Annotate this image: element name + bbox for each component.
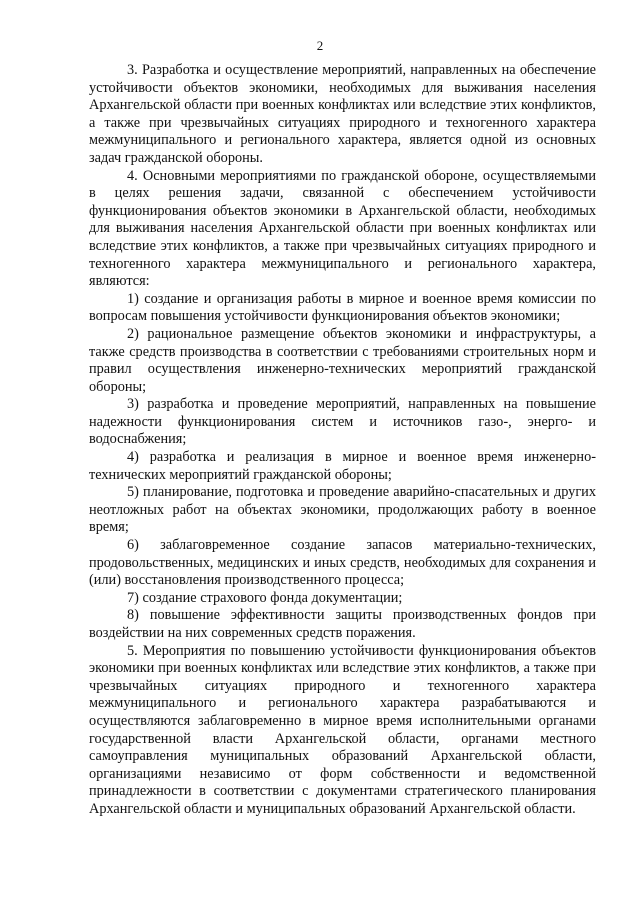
document-body xyxy=(89,62,596,819)
list-item-3: 3) разработка и проведение мероприятий, направленных на повышение надежности функционирования систем и источников газо-, энерго- и водоснабжения; xyxy=(89,396,596,448)
paragraph-3: 3. Разработка и осуществление мероприятий, направленных на обеспечение устойчивости объектов экономики, необходимых для выживания населения Архангельской области при военных конфликтах или вследствие этих конфликтов, а также при чрезвычайных ситуациях природного и техногенного характера межмуниципального и регионального характера, является одной из основных задач гражданской обороны. xyxy=(89,62,596,166)
paragraph-5: 5. Мероприятия по повышению устойчивости функционирования объектов экономики при военных конфликтах или вследствие этих конфликтов, а также при чрезвычайных ситуациях природного и техногенного характера межмуниципального и регионального характера разрабатываются и осуществляются заблаговременно в мирное время исполнительными органами государственной власти Архангельской области, органами местного самоуправления муниципальных образований Архангельской области, организациями независимо от форм собственности и ведомственной принадлежности в соответствии с документами стратегического планирования Архангельской области и муниципальных образований Архангельской области. xyxy=(89,642,596,817)
list-item-1: 1) создание и организация работы в мирное и военное время комиссии по вопросам повышения устойчивости функционирования объектов экономики; xyxy=(89,290,596,325)
paragraph-4: 4. Основными мероприятиями по гражданской обороне, осуществляемыми в целях решения задачи, связанной с обеспечением устойчивости функционирования объектов экономики в Архангельской области, необходимых для выживания населения Архангельской области при военных конфликтах или вследствие этих конфликтов, а также при чрезвычайных ситуациях природного и техногенного характера межмуниципального и регионального характера, являются: xyxy=(89,167,596,290)
list-item-7: 7) создание страхового фонда документации; xyxy=(127,589,403,606)
page-number: 2 xyxy=(316,38,324,53)
list-item-8: 8) повышение эффективности защиты производственных фондов при воздействии на них современных средств поражения. xyxy=(89,607,596,641)
list-item-2: 2) рациональное размещение объектов экономики и инфраструктуры, а также средств производства в соответствии с требованиями строительных норм и правил осуществления инженерно-технических мероприятий гражданской обороны; xyxy=(89,325,596,395)
list-item-6: 6) заблаговременное создание запасов материально-технических, продовольственных, медицинских и иных средств, необходимых для сохранения и (или) восстановления производственного процесса; xyxy=(89,537,596,589)
list-item-4: 4) разработка и реализация в мирное и военное время инженерно-технических мероприятий гражданской обороны; xyxy=(89,449,596,483)
list-item-5: 5) планирование, подготовка и проведение аварийно-спасательных и других неотложных работ на объектах экономики, продолжающих работу в военное время; xyxy=(89,484,596,536)
